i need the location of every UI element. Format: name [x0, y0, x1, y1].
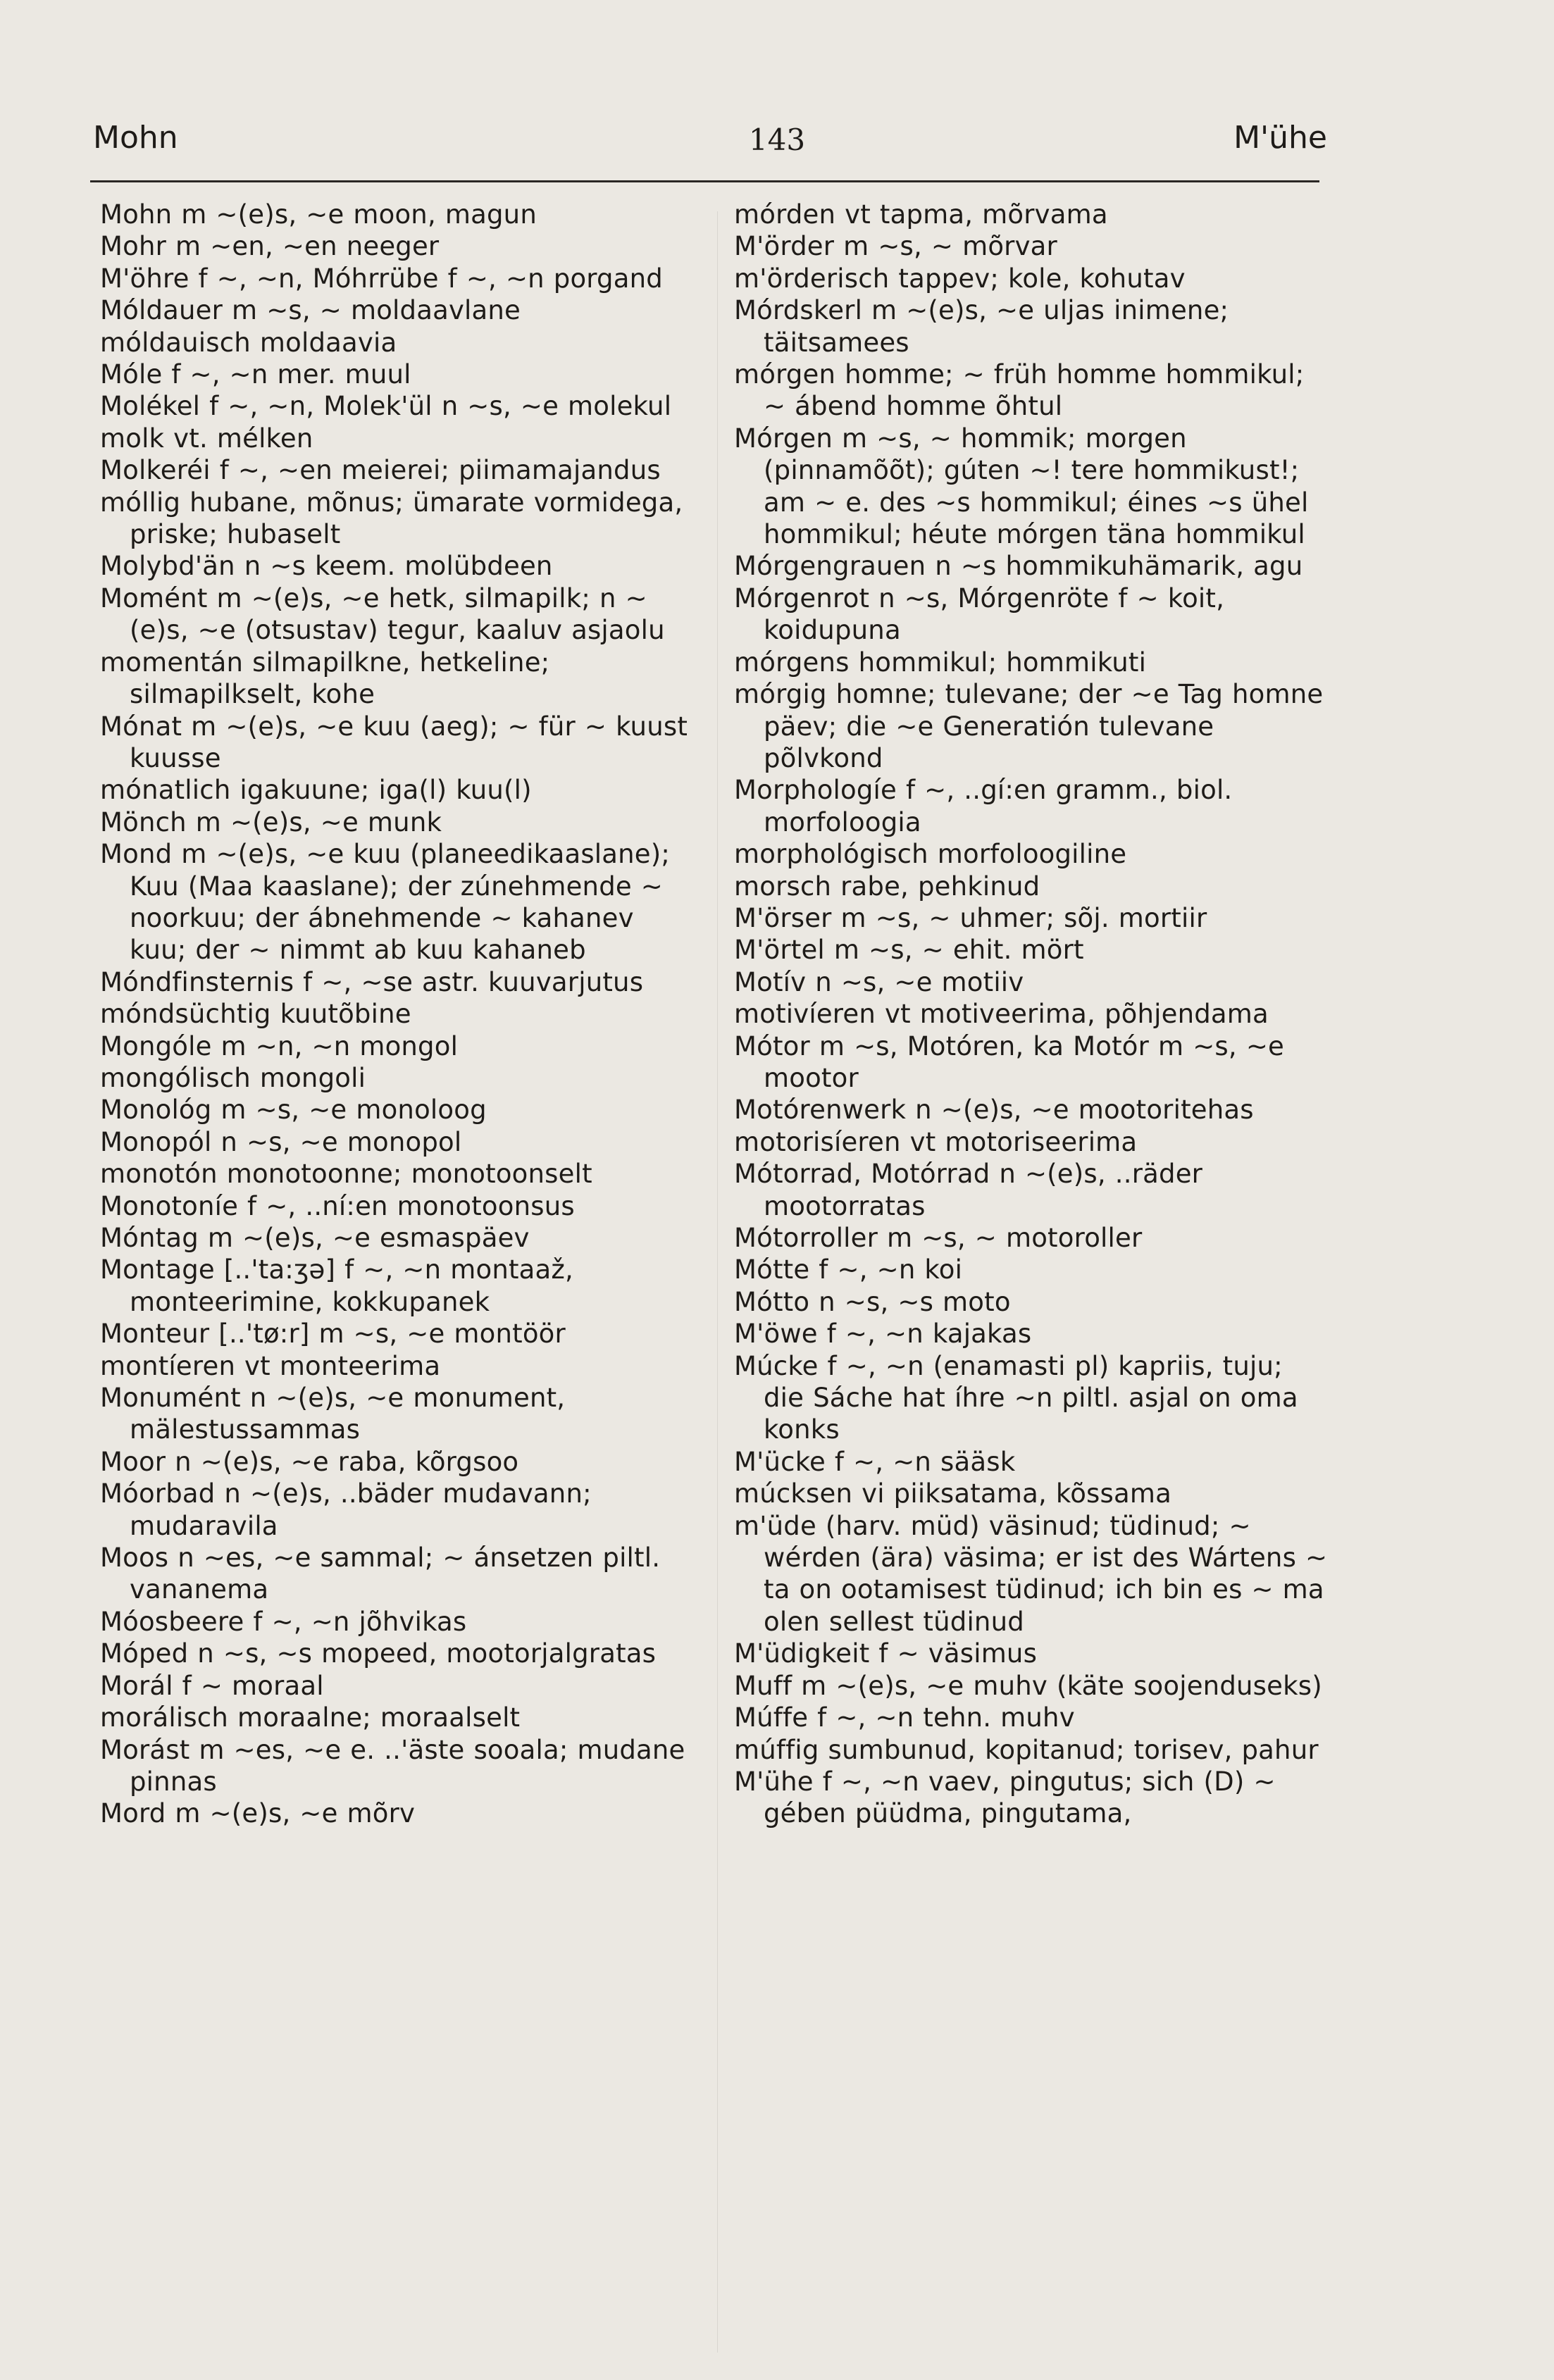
dictionary-entry: Mótor m ~s, Motóren, ka Motór m ~s, ~e mootor	[734, 1030, 1284, 1093]
dictionary-entry: móndsüchtig kuutõbine	[100, 999, 411, 1030]
right-column	[734, 199, 1330, 1830]
dictionary-entry: Mohn m ~(e)s, ~e moon, magun	[100, 199, 537, 230]
dictionary-entry: Motórenwerk n ~(e)s, ~e mootoritehas	[734, 1095, 1254, 1126]
dictionary-entry: Mongóle m ~n, ~n mongol	[100, 1030, 459, 1061]
dictionary-entry: múcksen vi piiksatama, kõssama	[734, 1478, 1171, 1509]
dictionary-entry: Momént m ~(e)s, ~e hetk, silmapilk; n ~(e)s, ~e (otsustav) tegur, kaaluv asjaolu	[100, 582, 665, 646]
dictionary-entry: morsch rabe, pehkinud	[734, 871, 1040, 902]
dictionary-entry: Mótorroller m ~s, ~ motoroller	[734, 1223, 1143, 1253]
dictionary-entry: Mótte f ~, ~n koi	[734, 1254, 963, 1285]
dictionary-entry: M'ühe f ~, ~n vaev, pingutus; sich (D) ~ gében püüdma, pingutama,	[734, 1766, 1276, 1829]
dictionary-entry: mórgig homne; tulevane; der ~e Tag homne päev; die ~e Generatión tulevane põlvkond	[734, 679, 1324, 773]
dictionary-entry: Móldauer m ~s, ~ moldaavlane	[100, 295, 521, 326]
dictionary-entry: Monotoníe f ~, ..ní:en monotoonsus	[100, 1190, 575, 1221]
header-rule	[90, 180, 1319, 182]
running-head-left: Mohn	[93, 120, 178, 156]
dictionary-entry: Molybd'än n ~s keem. molübdeen	[100, 551, 553, 582]
dictionary-entry: morphológisch morfoloogiline	[734, 839, 1127, 870]
dictionary-entry: móllig hubane, mõnus; ümarate vormidega, priske; hubaselt	[100, 487, 683, 550]
dictionary-entry: M'ücke f ~, ~n sääsk	[734, 1446, 1016, 1477]
dictionary-entry: Móntag m ~(e)s, ~e esmaspäev	[100, 1223, 530, 1253]
dictionary-entry: Moor n ~(e)s, ~e raba, kõrgsoo	[100, 1446, 519, 1477]
page-number: 143	[748, 123, 806, 157]
dictionary-entry: Móosbeere f ~, ~n jõhvikas	[100, 1606, 467, 1637]
dictionary-entry: M'üdigkeit f ~ väsimus	[734, 1638, 1038, 1669]
left-column	[100, 199, 696, 1830]
dictionary-entry: Móndfinsternis f ~, ~se astr. kuuvarjutus	[100, 966, 644, 997]
dictionary-entry: Morást m ~es, ~e e. ..'äste sooala; mudane pinnas	[100, 1734, 685, 1797]
dictionary-entry: Morál f ~ moraal	[100, 1670, 324, 1701]
dictionary-entry: Monteur [..'tø:r] m ~s, ~e montöör	[100, 1319, 566, 1350]
dictionary-entry: Mótto n ~s, ~s moto	[734, 1286, 1011, 1317]
dictionary-entry: M'öwe f ~, ~n kajakas	[734, 1319, 1032, 1350]
running-head-right: M'ühe	[1233, 120, 1327, 156]
dictionary-entry: Móorbad n ~(e)s, ..bäder mudavann; mudaravila	[100, 1478, 592, 1541]
dictionary-entry: Mónat m ~(e)s, ~e kuu (aeg); ~ für ~ kuust kuusse	[100, 711, 688, 773]
dictionary-entry: Montage [..'ta:ʒə] f ~, ~n montaaž, monteerimine, kokkupanek	[100, 1254, 574, 1317]
dictionary-entry: Monológ m ~s, ~e monoloog	[100, 1095, 487, 1126]
dictionary-entry: mórgens hommikul; hommikuti	[734, 647, 1147, 678]
dictionary-entry: momentán silmapilkne, hetkeline; silmapilkselt, kohe	[100, 647, 550, 710]
dictionary-entry: motorisíeren vt motoriseerima	[734, 1126, 1138, 1157]
dictionary-entry: M'örtel m ~s, ~ ehit. mört	[734, 935, 1084, 966]
dictionary-entry: Mönch m ~(e)s, ~e munk	[100, 806, 442, 837]
dictionary-entry: Moos n ~es, ~e sammal; ~ ánsetzen piltl. vananema	[100, 1543, 661, 1605]
dictionary-entry: mórden vt tapma, mõrvama	[734, 199, 1108, 230]
dictionary-entry: M'öhre f ~, ~n, Móhrrübe f ~, ~n porgand	[100, 263, 663, 294]
dictionary-entry: móldauisch moldaavia	[100, 327, 397, 358]
dictionary-entry: Mord m ~(e)s, ~e mõrv	[100, 1798, 416, 1829]
dictionary-entry: monotón monotoonne; monotoonselt	[100, 1159, 592, 1190]
dictionary-entry: m'örderisch tappev; kole, kohutav	[734, 263, 1186, 294]
dictionary-entry: motivíeren vt motiveerima, põhjendama	[734, 999, 1269, 1030]
dictionary-entry: molk vt. mélken	[100, 423, 313, 454]
dictionary-entry: montíeren vt monteerima	[100, 1350, 441, 1381]
dictionary-entry: Mórgen m ~s, ~ hommik; morgen (pinnamõõt); gúten ~! tere hommikust!; am ~ e. des ~s hommikul; éines ~s ühel hommikul; héute mórgen täna hommikul	[734, 423, 1309, 550]
dictionary-entry: Móped n ~s, ~s mopeed, mootorjalgratas	[100, 1638, 657, 1669]
column-divider	[717, 211, 718, 2353]
dictionary-entry: M'örser m ~s, ~ uhmer; sõj. mortiir	[734, 902, 1207, 933]
dictionary-entry: Mótorrad, Motórrad n ~(e)s, ..räder mootorratas	[734, 1159, 1203, 1221]
dictionary-entry: Múcke f ~, ~n (enamasti pl) kapriis, tuju; die Sáche hat íhre ~n piltl. asjal on oma konks	[734, 1350, 1298, 1445]
dictionary-entry: Morphologíe f ~, ..gí:en gramm., biol. morfoloogia	[734, 775, 1233, 837]
dictionary-entry: Molkeréi f ~, ~en meierei; piimamajandus	[100, 455, 661, 486]
dictionary-entry: Monumént n ~(e)s, ~e monument, mälestussammas	[100, 1383, 566, 1445]
dictionary-entry: morálisch moraalne; moraalselt	[100, 1702, 521, 1733]
dictionary-entry: Motív n ~s, ~e motiiv	[734, 966, 1024, 997]
dictionary-entry: Muff m ~(e)s, ~e muhv (käte soojenduseks)	[734, 1670, 1322, 1701]
dictionary-entry: múffig sumbunud, kopitanud; torisev, pahur	[734, 1734, 1319, 1765]
dictionary-entry: m'üde (harv. müd) väsinud; tüdinud; ~ wérden (ära) väsima; er ist des Wártens ~ ta on ootamisest tüdinud; ich bin es ~ ma olen sellest tüdinud	[734, 1510, 1328, 1637]
dictionary-entry: Mond m ~(e)s, ~e kuu (planeedikaaslane); Kuu (Maa kaaslane); der zúnehmende ~ noorkuu; der ábnehmende ~ kahanev kuu; der ~ nimmt ab kuu kahaneb	[100, 839, 671, 966]
dictionary-entry: mongólisch mongoli	[100, 1062, 366, 1093]
dictionary-entry: Múffe f ~, ~n tehn. muhv	[734, 1702, 1075, 1733]
dictionary-entry: Monopól n ~s, ~e monopol	[100, 1126, 462, 1157]
dictionary-entry: Móle f ~, ~n mer. muul	[100, 359, 411, 390]
dictionary-entry: Mórgenrot n ~s, Mórgenröte f ~ koit, koidupuna	[734, 582, 1225, 646]
dictionary-entry: Mórgengrauen n ~s hommikuhämarik, agu	[734, 551, 1303, 582]
dictionary-entry: Mohr m ~en, ~en neeger	[100, 231, 440, 262]
dictionary-entry: mónatlich igakuune; iga(l) kuu(l)	[100, 775, 532, 806]
dictionary-entry: Mórdskerl m ~(e)s, ~e uljas inimene; täitsamees	[734, 295, 1229, 358]
dictionary-entry: Molékel f ~, ~n, Molek'ül n ~s, ~e molekul	[100, 391, 672, 422]
dictionary-entry: mórgen homme; ~ früh homme hommikul; ~ ábend homme õhtul	[734, 359, 1305, 422]
dictionary-entry: M'örder m ~s, ~ mõrvar	[734, 231, 1057, 262]
